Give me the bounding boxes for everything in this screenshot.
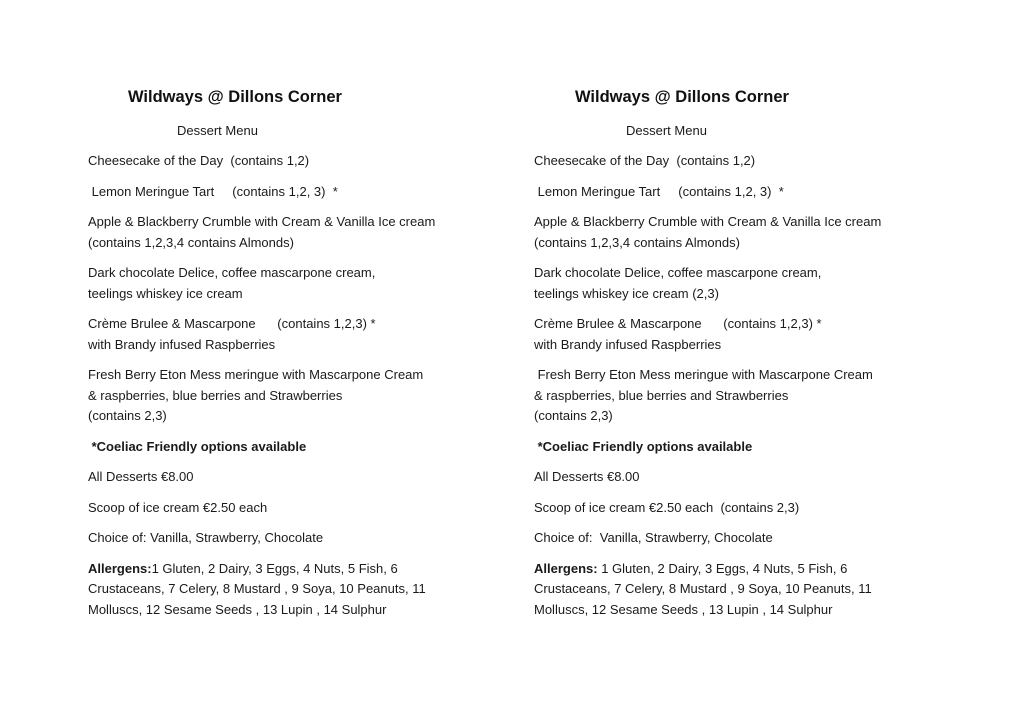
line-text: Cheesecake of the Day (contains 1,2): [88, 153, 310, 168]
menu-line: [88, 151, 435, 172]
line-text: (contains 2,3): [534, 408, 613, 423]
allergens-paragraph: [88, 559, 435, 621]
line-text: Crustaceans, 7 Celery, 8 Mustard , 9 Soya, 10 Peanuts, 11: [534, 581, 872, 596]
line-text: Crème Brulee & Mascarpone (contains 1,2,3) *: [534, 316, 822, 331]
menu-line: [88, 498, 435, 519]
menu-line: [88, 437, 435, 458]
menu-line: [534, 386, 881, 407]
menu-line: [88, 467, 435, 488]
menu-line: [534, 579, 881, 600]
line-text: 1 Gluten, 2 Dairy, 3 Eggs, 4 Nuts, 5 Fish, 6: [597, 560, 848, 576]
menu-line: [534, 600, 881, 621]
line-text: (contains 1,2,3,4 contains Almonds): [88, 234, 294, 250]
menu-line: [88, 212, 435, 233]
menu-line: [534, 284, 881, 305]
menu-body: [534, 151, 881, 630]
menu-item: [88, 437, 435, 458]
menu-line: [534, 437, 881, 458]
menu-item: [534, 212, 881, 253]
line-text: *Coeliac Friendly options available: [534, 438, 753, 454]
menu-item: [88, 182, 435, 203]
menu-line: [88, 365, 435, 386]
line-text: Crème Brulee & Mascarpone (contains 1,2,3) *: [88, 316, 376, 331]
line-text: 1 Gluten, 2 Dairy, 3 Eggs, 4 Nuts, 5 Fish, 6: [151, 560, 398, 576]
menu-line: [534, 365, 881, 386]
line-text: All Desserts €8.00: [88, 469, 194, 484]
menu-line: [534, 314, 881, 335]
line-text: *Coeliac Friendly options available: [88, 438, 307, 454]
menu-item: [88, 467, 435, 488]
allergens-label: Allergens:: [88, 560, 152, 576]
menu-item: [534, 498, 881, 519]
menu-line: [534, 151, 881, 172]
line-text: All Desserts €8.00: [534, 469, 640, 484]
menu-line: [88, 600, 435, 621]
menu-item: [534, 263, 881, 304]
line-text: Dark chocolate Delice, coffee mascarpone cream,: [534, 265, 822, 280]
menu-item: [534, 467, 881, 488]
menu-line: [534, 559, 881, 580]
menu-subtitle: Dessert Menu: [177, 123, 258, 138]
restaurant-title: Wildways @ Dillons Corner: [575, 88, 789, 106]
menu-line: [88, 233, 435, 254]
menu-item: [88, 528, 435, 549]
menu-item: [534, 314, 881, 355]
line-text: Choice of: Vanilla, Strawberry, Chocolate: [534, 530, 773, 545]
line-text: Lemon Meringue Tart (contains 1,2, 3) *: [88, 183, 338, 199]
menu-line: [88, 182, 435, 203]
line-text: Scoop of ice cream €2.50 each: [88, 499, 268, 515]
menu-line: [534, 263, 881, 284]
menu-item: [534, 528, 881, 549]
menu-item: [534, 182, 881, 203]
line-text: (contains 2,3): [88, 408, 167, 423]
menu-body: [88, 151, 435, 630]
menu-item: [88, 263, 435, 304]
line-text: & raspberries, blue berries and Strawberries: [88, 387, 343, 403]
menu-line: [88, 284, 435, 305]
menu-line: [534, 528, 881, 549]
line-text: Lemon Meringue Tart (contains 1,2, 3) *: [534, 183, 784, 199]
line-text: (contains 1,2,3,4 contains Almonds): [534, 234, 740, 250]
line-text: Apple & Blackberry Crumble with Cream & Vanilla Ice cream: [88, 214, 436, 229]
menu-item: [534, 365, 881, 427]
line-text: Fresh Berry Eton Mess meringue with Mascarpone Cream: [534, 367, 873, 382]
line-text: Cheesecake of the Day (contains 1,2): [534, 153, 756, 168]
line-text: Crustaceans, 7 Celery, 8 Mustard , 9 Soya, 10 Peanuts, 11: [88, 581, 426, 596]
line-text: Dark chocolate Delice, coffee mascarpone cream,: [88, 265, 376, 280]
line-text: with Brandy infused Raspberries: [534, 336, 722, 352]
menu-line: [88, 579, 435, 600]
menu-line: [534, 233, 881, 254]
menu-line: [88, 335, 435, 356]
menu-line: [88, 559, 435, 580]
menu-item: [88, 365, 435, 427]
menu-item: [88, 498, 435, 519]
menu-subtitle: Dessert Menu: [626, 123, 707, 138]
menu-item: [534, 437, 881, 458]
menu-line: [534, 467, 881, 488]
menu-item: [88, 151, 435, 172]
menu-line: [88, 386, 435, 407]
menu-line: [534, 498, 881, 519]
line-text: Choice of: Vanilla, Strawberry, Chocolate: [88, 530, 324, 545]
menu-line: [88, 314, 435, 335]
line-text: Molluscs, 12 Sesame Seeds , 13 Lupin , 14 Sulphur: [534, 601, 833, 617]
allergens-paragraph: [534, 559, 881, 621]
menu-item: [88, 212, 435, 253]
menu-line: [88, 406, 435, 427]
menu-line: [534, 182, 881, 203]
menu-line: [534, 212, 881, 233]
restaurant-title: Wildways @ Dillons Corner: [128, 88, 342, 106]
menu-line: [534, 335, 881, 356]
allergens-label: Allergens:: [534, 560, 598, 576]
line-text: Fresh Berry Eton Mess meringue with Mascarpone Cream: [88, 367, 424, 382]
line-text: Apple & Blackberry Crumble with Cream & Vanilla Ice cream: [534, 214, 882, 229]
menu-line: [88, 528, 435, 549]
line-text: & raspberries, blue berries and Strawberries: [534, 387, 789, 403]
line-text: teelings whiskey ice cream: [88, 285, 243, 301]
menu-line: [88, 263, 435, 284]
line-text: Scoop of ice cream €2.50 each (contains 2,3): [534, 499, 800, 515]
menu-item: [88, 314, 435, 355]
menu-line: [534, 406, 881, 427]
menu-item: [534, 151, 881, 172]
line-text: teelings whiskey ice cream (2,3): [534, 285, 719, 301]
line-text: Molluscs, 12 Sesame Seeds , 13 Lupin , 14 Sulphur: [88, 601, 387, 617]
line-text: with Brandy infused Raspberries: [88, 336, 276, 352]
